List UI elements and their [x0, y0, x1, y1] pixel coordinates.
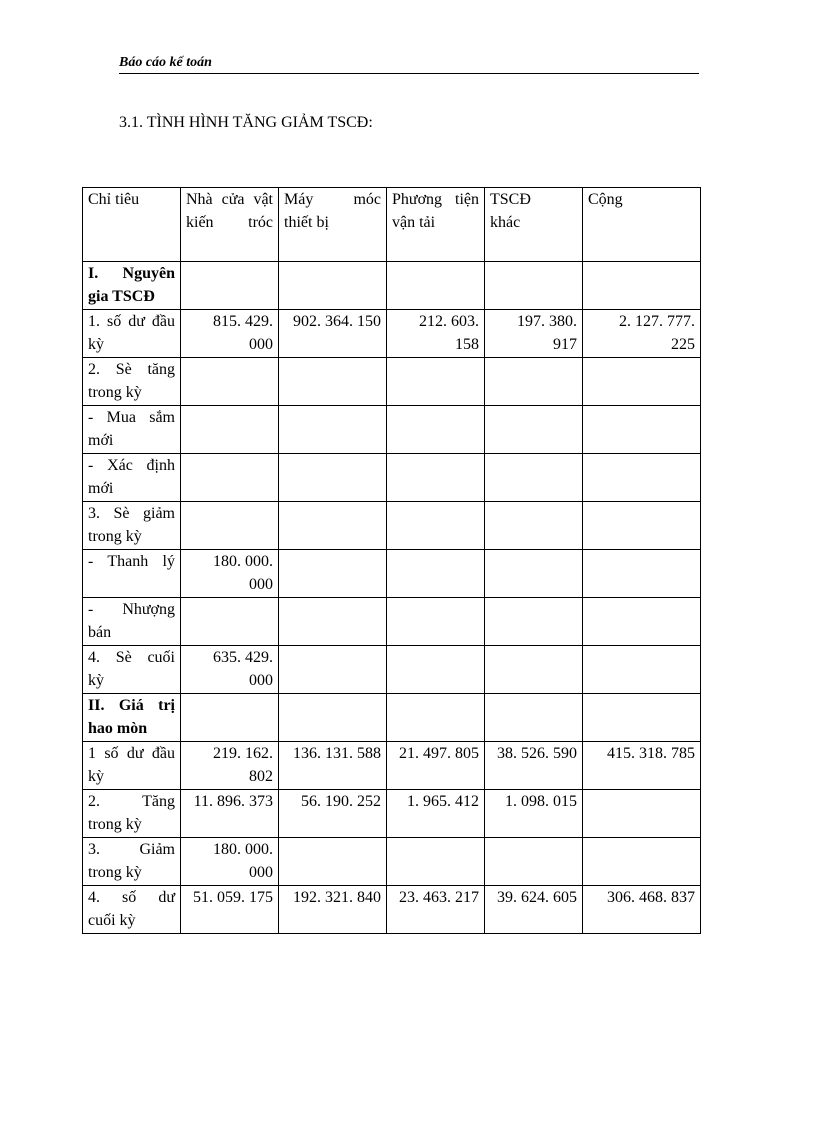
value-cell	[387, 646, 485, 694]
value-cell: 51. 059. 175	[181, 886, 279, 934]
table-row	[83, 838, 701, 886]
value-cell	[279, 550, 387, 598]
value-cell	[485, 838, 583, 886]
value-cell: 306. 468. 837	[583, 886, 701, 934]
row-label: 2. Tăng trong kỳ	[83, 790, 181, 838]
row-label: 3. Giảm trong kỳ	[83, 838, 181, 886]
value-cell	[387, 454, 485, 502]
value-cell	[279, 646, 387, 694]
value-cell	[485, 262, 583, 310]
value-cell	[279, 358, 387, 406]
table-row	[83, 358, 701, 406]
value-cell	[583, 406, 701, 454]
value-cell: 197. 380. 917	[485, 310, 583, 358]
row-label: - Xác định mới	[83, 454, 181, 502]
table-row	[83, 406, 701, 454]
value-cell	[387, 358, 485, 406]
value-cell	[485, 454, 583, 502]
value-cell	[181, 262, 279, 310]
value-cell: 21. 497. 805	[387, 742, 485, 790]
row-label: 2. Sè tăng trong kỳ	[83, 358, 181, 406]
value-cell: 136. 131. 588	[279, 742, 387, 790]
value-cell: 2. 127. 777. 225	[583, 310, 701, 358]
row-label: II. Giá trị hao mòn	[83, 694, 181, 742]
value-cell	[583, 454, 701, 502]
value-cell: 56. 190. 252	[279, 790, 387, 838]
value-cell	[387, 406, 485, 454]
value-cell	[583, 358, 701, 406]
column-header-nha-cua: Nhà cửa vật kiến tróc	[181, 188, 279, 262]
value-cell	[583, 790, 701, 838]
value-cell: 180. 000. 000	[181, 550, 279, 598]
value-cell: 635. 429. 000	[181, 646, 279, 694]
value-cell: 815. 429. 000	[181, 310, 279, 358]
column-header-chi-tieu: Chỉ tiêu	[83, 188, 181, 262]
value-cell	[279, 262, 387, 310]
value-cell	[181, 406, 279, 454]
value-cell	[279, 598, 387, 646]
value-cell: 902. 364. 150	[279, 310, 387, 358]
table-row	[83, 262, 701, 310]
section-title: 3.1. TÌNH HÌNH TĂNG GIẢM TSCĐ:	[119, 114, 373, 131]
value-cell	[485, 598, 583, 646]
column-header-may-moc: Máy móc thiết bị	[279, 188, 387, 262]
value-cell: 11. 896. 373	[181, 790, 279, 838]
value-cell: 23. 463. 217	[387, 886, 485, 934]
value-cell	[279, 454, 387, 502]
value-cell	[387, 838, 485, 886]
value-cell	[485, 406, 583, 454]
value-cell: 192. 321. 840	[279, 886, 387, 934]
value-cell	[485, 694, 583, 742]
table-row	[83, 646, 701, 694]
table-row	[83, 742, 701, 790]
value-cell	[279, 694, 387, 742]
value-cell: 212. 603. 158	[387, 310, 485, 358]
fixed-asset-table	[82, 187, 701, 934]
row-label: 3. Sè giảm trong kỳ	[83, 502, 181, 550]
row-label: - Mua sắm mới	[83, 406, 181, 454]
table-row	[83, 310, 701, 358]
value-cell: 38. 526. 590	[485, 742, 583, 790]
value-cell: 415. 318. 785	[583, 742, 701, 790]
value-cell	[181, 454, 279, 502]
value-cell	[583, 646, 701, 694]
table-row	[83, 886, 701, 934]
table-row	[83, 790, 701, 838]
table-row	[83, 454, 701, 502]
value-cell	[279, 406, 387, 454]
value-cell	[181, 598, 279, 646]
table-header-row	[83, 188, 701, 262]
table-row	[83, 502, 701, 550]
table-row	[83, 598, 701, 646]
value-cell	[485, 550, 583, 598]
value-cell	[181, 694, 279, 742]
value-cell: 219. 162. 802	[181, 742, 279, 790]
table-body	[83, 262, 701, 934]
value-cell	[485, 502, 583, 550]
row-label: 1 số dư đầu kỳ	[83, 742, 181, 790]
value-cell	[181, 502, 279, 550]
value-cell: 180. 000. 000	[181, 838, 279, 886]
row-label: 4. Sè cuối kỳ	[83, 646, 181, 694]
value-cell	[279, 502, 387, 550]
row-label: I. Nguyên gia TSCĐ	[83, 262, 181, 310]
row-label: 4. số dư cuối kỳ	[83, 886, 181, 934]
row-label: - Thanh lý	[83, 550, 181, 598]
page-header	[119, 53, 699, 74]
header-text: Báo cáo kế toán	[119, 55, 212, 70]
value-cell: 1. 098. 015	[485, 790, 583, 838]
value-cell: 39. 624. 605	[485, 886, 583, 934]
value-cell	[387, 694, 485, 742]
value-cell	[583, 694, 701, 742]
value-cell	[583, 550, 701, 598]
value-cell	[387, 550, 485, 598]
column-header-cong: Cộng	[583, 188, 701, 262]
value-cell	[181, 358, 279, 406]
value-cell: 1. 965. 412	[387, 790, 485, 838]
value-cell	[485, 646, 583, 694]
table-row	[83, 550, 701, 598]
value-cell	[387, 262, 485, 310]
row-label: - Nhượng bán	[83, 598, 181, 646]
value-cell	[387, 598, 485, 646]
value-cell	[583, 502, 701, 550]
row-label: 1. số dư đầu kỳ	[83, 310, 181, 358]
column-header-phuong-tien: Phương tiện vận tải	[387, 188, 485, 262]
column-header-tscd-khac: TSCĐ khác	[485, 188, 583, 262]
value-cell	[279, 838, 387, 886]
value-cell	[583, 598, 701, 646]
table-row	[83, 694, 701, 742]
value-cell	[583, 262, 701, 310]
value-cell	[583, 838, 701, 886]
value-cell	[387, 502, 485, 550]
value-cell	[485, 358, 583, 406]
